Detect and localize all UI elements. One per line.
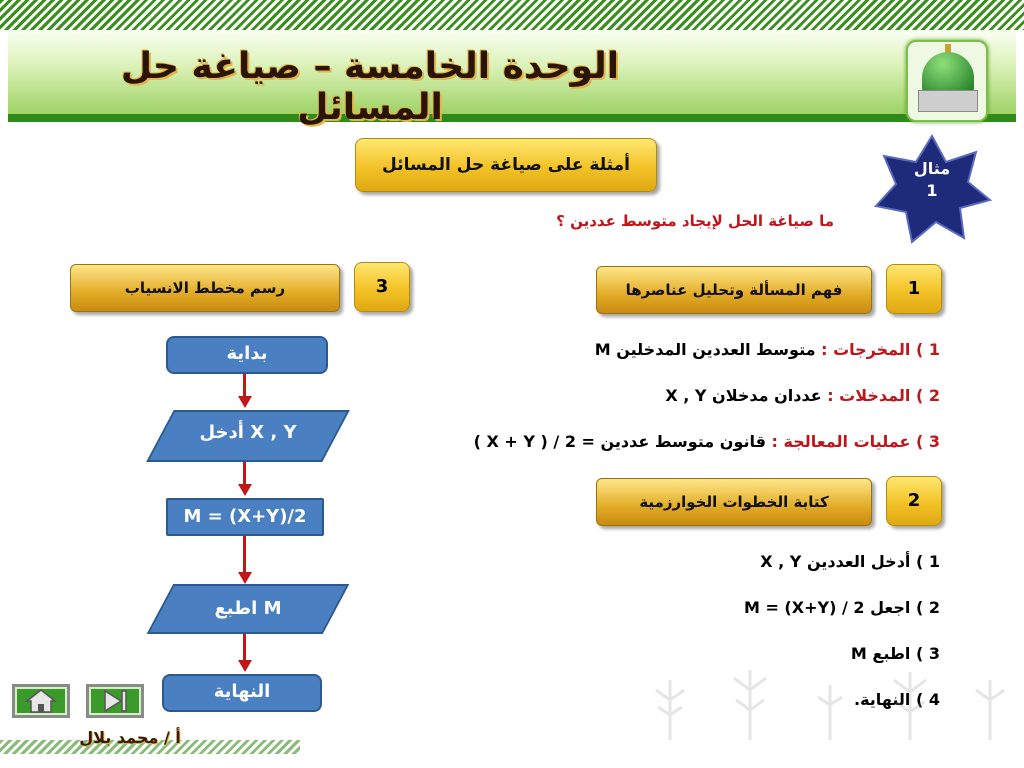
flow-arrow-head bbox=[238, 484, 252, 496]
example-number: 1 bbox=[926, 181, 938, 200]
skip-next-icon bbox=[89, 687, 141, 715]
step1-item-prefix: 1 ) bbox=[915, 340, 940, 359]
example-label bbox=[872, 158, 992, 202]
step1-number-box bbox=[886, 264, 942, 314]
step2-item: 4 ) النهاية. bbox=[854, 690, 940, 709]
step1-item-label: عمليات المعالجة : bbox=[771, 432, 911, 451]
flowchart-start-label: بداية bbox=[226, 343, 268, 364]
flow-arrow-head bbox=[238, 572, 252, 584]
flowchart-start bbox=[166, 336, 328, 374]
home-icon bbox=[15, 687, 67, 715]
step3-title: رسم مخطط الانسياب bbox=[124, 279, 286, 297]
step1-item-processing bbox=[420, 432, 940, 451]
step2-item: 1 ) أدخل العددين X , Y bbox=[760, 552, 940, 571]
plants-decoration bbox=[640, 660, 1024, 740]
step3-number-box bbox=[354, 262, 410, 312]
mosque-dome-icon bbox=[906, 40, 988, 122]
step2-number: 2 bbox=[907, 490, 921, 511]
step2-item: 2 ) اجعل M = (X+Y) / 2 bbox=[743, 598, 940, 617]
flow-arrow bbox=[243, 462, 246, 486]
unit-title: الوحدة الخامسة – صياغة حل المسائل bbox=[120, 46, 620, 128]
home-button[interactable] bbox=[12, 684, 70, 718]
flowchart-output-label: اطبع M bbox=[214, 598, 282, 619]
step1-number: 1 bbox=[907, 278, 921, 299]
step1-item-text: متوسط العددين المدخلين M bbox=[594, 340, 816, 359]
next-button[interactable] bbox=[86, 684, 144, 718]
flowchart-input-label: أدخل X , Y bbox=[199, 422, 297, 443]
step1-item-inputs bbox=[420, 386, 940, 405]
step3-number: 3 bbox=[375, 276, 389, 297]
flow-arrow-head bbox=[238, 660, 252, 672]
author-name: أ / محمد بلال bbox=[79, 728, 181, 747]
step2-title-box bbox=[596, 478, 872, 526]
main-title-box bbox=[355, 138, 657, 192]
step2-item: 3 ) اطبع M bbox=[850, 644, 940, 663]
step2-title: كتابة الخطوات الخوارزمية bbox=[639, 493, 829, 511]
question-text: ما صياغة الحل لإيجاد متوسط عددين ؟ bbox=[556, 212, 834, 230]
flow-arrow bbox=[243, 634, 246, 662]
flowchart-process-label: M = (X+Y)/2 bbox=[183, 506, 307, 527]
flow-arrow bbox=[243, 536, 246, 574]
flow-arrow-head bbox=[238, 396, 252, 408]
step1-item-outputs bbox=[420, 340, 940, 359]
step1-title: فهم المسألة وتحليل عناصرها bbox=[625, 281, 843, 299]
step1-item-text: قانون متوسط عددين = 2 / ( X + Y ) bbox=[473, 432, 766, 451]
example-label-text: مثال bbox=[913, 159, 951, 178]
flowchart-process bbox=[166, 498, 324, 536]
step2-number-box bbox=[886, 476, 942, 526]
header-stripes bbox=[0, 0, 1024, 30]
flowchart-end bbox=[162, 674, 322, 712]
step1-item-label: المدخلات : bbox=[827, 386, 911, 405]
flow-arrow bbox=[243, 374, 246, 398]
step1-item-prefix: 3 ) bbox=[915, 432, 940, 451]
step1-item-prefix: 2 ) bbox=[915, 386, 940, 405]
flowchart-end-label: النهاية bbox=[213, 681, 271, 702]
step1-item-label: المخرجات : bbox=[821, 340, 911, 359]
main-title: أمثلة على صياغة حل المسائل bbox=[382, 155, 630, 175]
step1-item-text: عددان مدخلان X , Y bbox=[665, 386, 822, 405]
step1-title-box bbox=[596, 266, 872, 314]
step3-title-box bbox=[70, 264, 340, 312]
